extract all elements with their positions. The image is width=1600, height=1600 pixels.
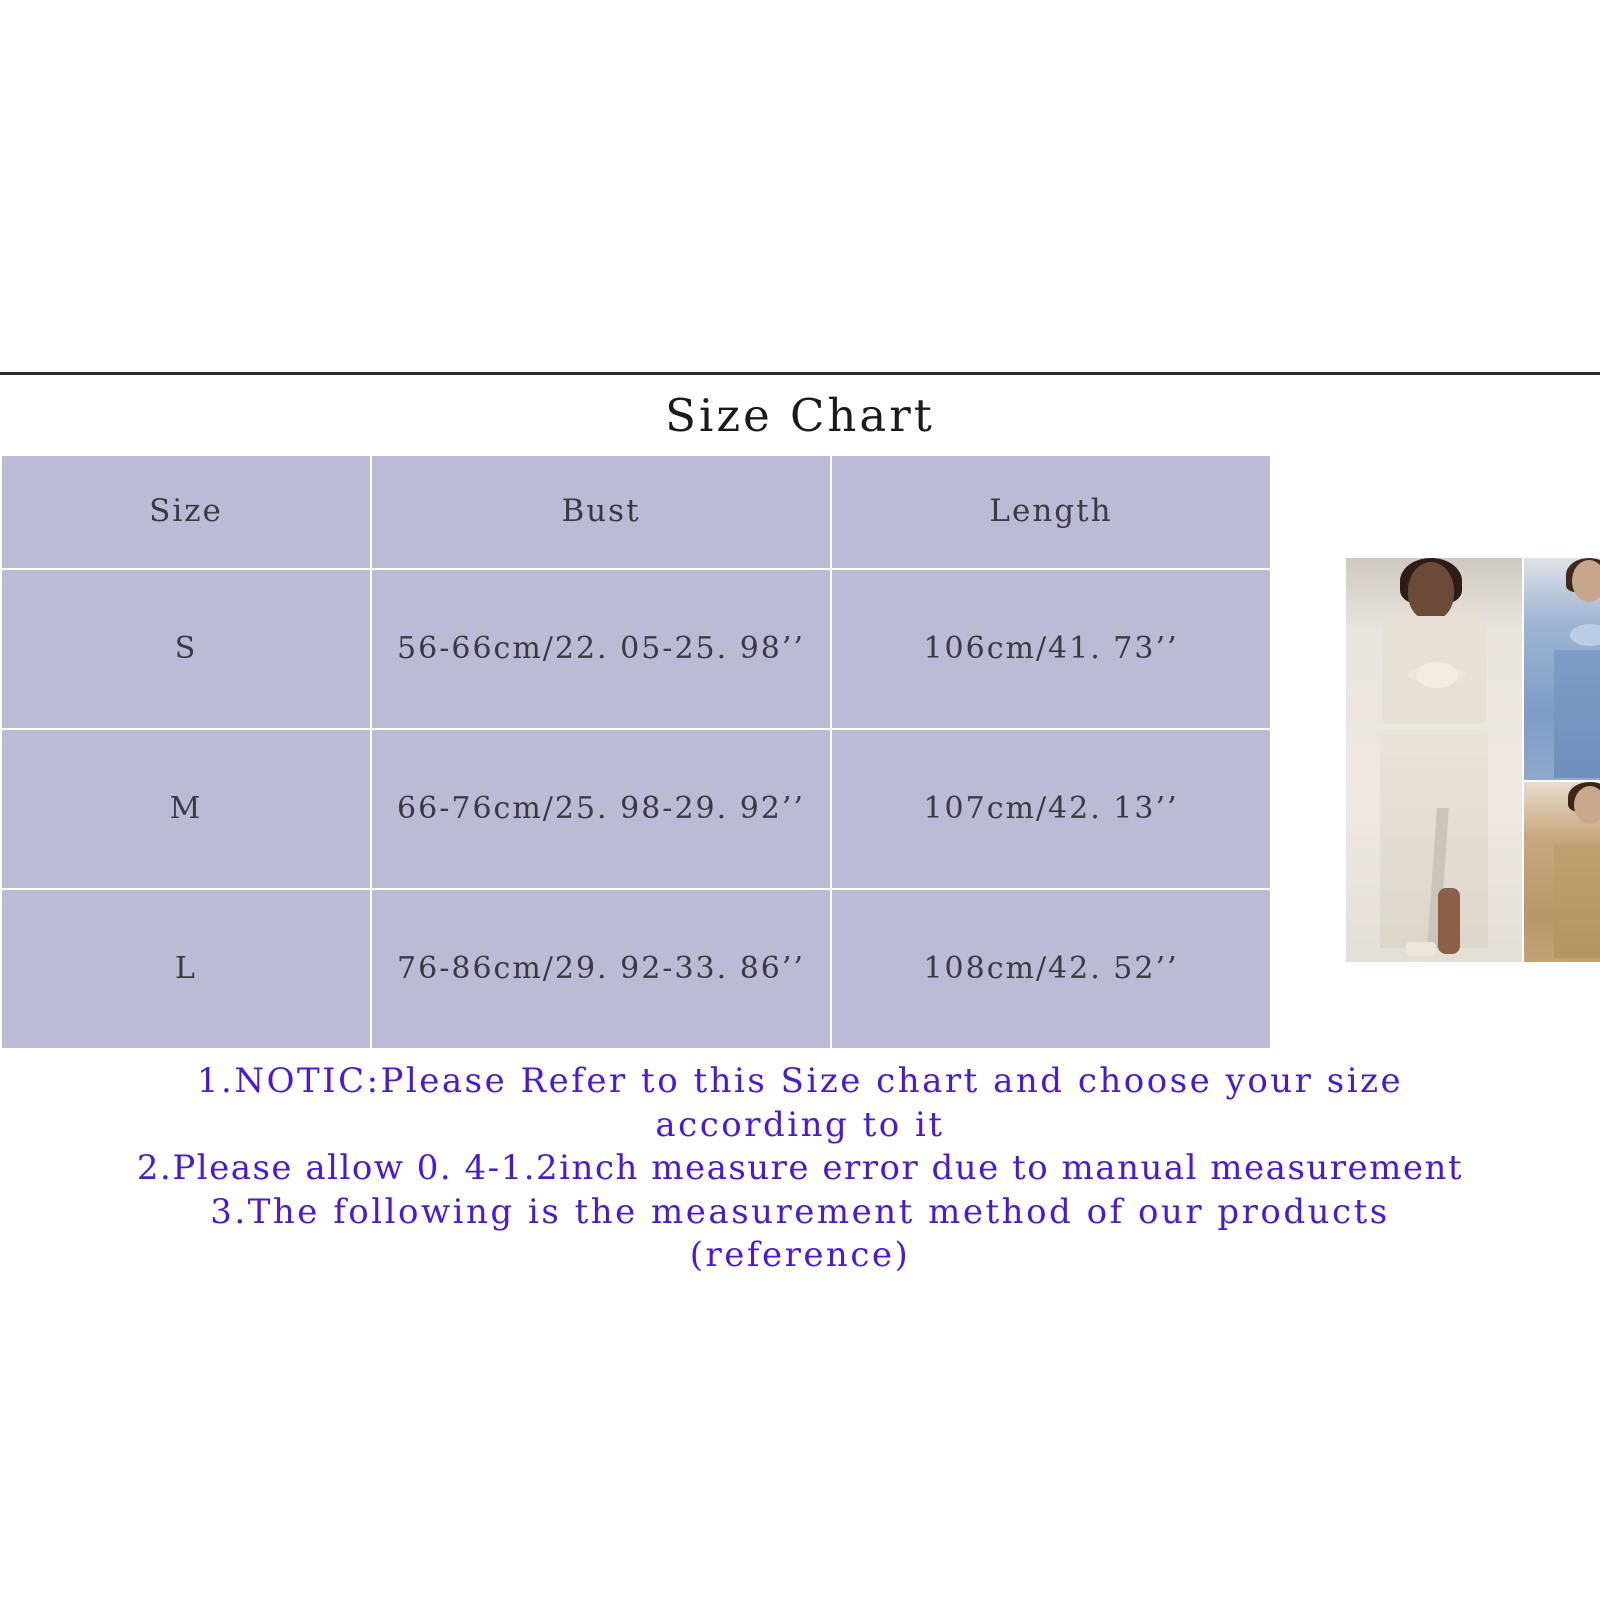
photo-detail-head: [1572, 560, 1600, 602]
product-image-collage: [1272, 516, 1600, 988]
photo-detail-leg: [1438, 888, 1460, 954]
product-photo-main: [1346, 558, 1522, 962]
product-photo-tan: [1524, 782, 1600, 962]
column-header-size: Size: [1, 455, 371, 569]
cell-bust: 56-66cm/22. 05-25. 98’’: [371, 569, 831, 729]
photo-detail-skirt: [1554, 844, 1600, 958]
note-line-1b: according to it: [655, 1104, 945, 1145]
photo-detail-head: [1574, 786, 1600, 824]
cell-size: S: [1, 569, 371, 729]
note-line-3a: 3.The following is the measurement method of our products: [210, 1191, 1390, 1232]
cell-length: 107cm/42. 13’’: [831, 729, 1271, 889]
cell-size: M: [1, 729, 371, 889]
cell-length: 106cm/41. 73’’: [831, 569, 1271, 729]
page-title: Size Chart: [665, 389, 935, 442]
column-header-length: Length: [831, 455, 1271, 569]
note-line-1a: 1.NOTIC:Please Refer to this Size chart and choose your size: [196, 1061, 1404, 1101]
photo-detail-shoe: [1406, 942, 1436, 956]
size-chart-table: [0, 454, 1600, 1050]
photo-detail-skirt: [1554, 650, 1600, 778]
cell-bust: 76-86cm/29. 92-33. 86’’: [371, 889, 831, 1049]
note-line-2: 2.Please allow 0. 4-1.2inch measure error due to manual measurement: [136, 1148, 1464, 1189]
notes-block: [0, 1050, 1600, 1278]
product-photo-blue: [1524, 558, 1600, 780]
cell-length: 108cm/42. 52’’: [831, 889, 1271, 1049]
column-header-bust: Bust: [371, 455, 831, 569]
cell-size: L: [1, 889, 371, 1049]
photo-detail-bow: [1416, 662, 1458, 688]
note-line-3b: (reference): [689, 1235, 911, 1276]
cell-bust: 66-76cm/25. 98-29. 92’’: [371, 729, 831, 889]
photo-detail-bow: [1570, 624, 1600, 646]
size-chart-sheet: [0, 372, 1600, 1278]
table-header-row: [1, 455, 1600, 569]
photo-detail-head: [1408, 562, 1454, 620]
product-image-cell: [1271, 455, 1600, 1049]
